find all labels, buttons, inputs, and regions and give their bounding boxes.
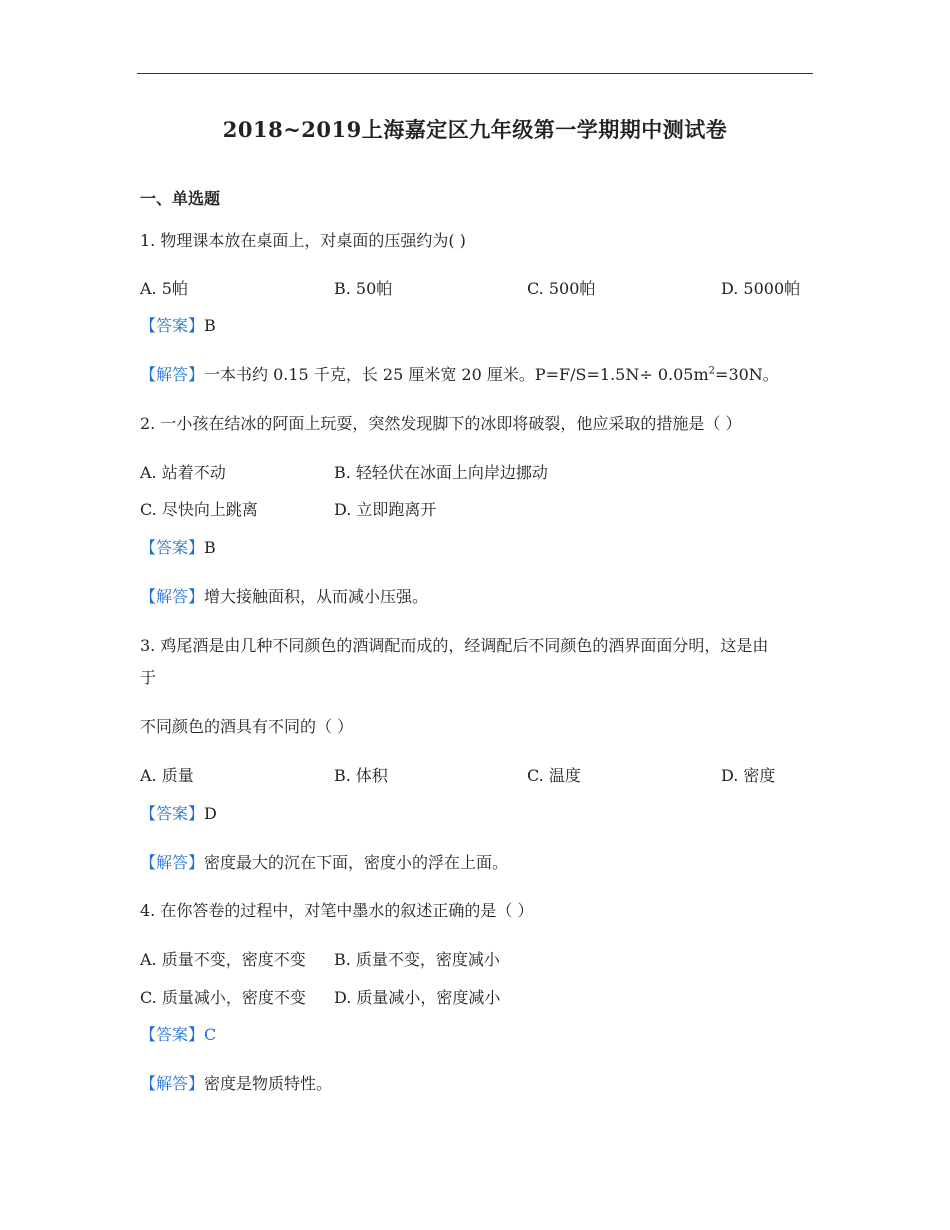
q3-explain-text: 密度最大的沉在下面，密度小的浮在上面。 xyxy=(204,853,509,872)
q1-explanation xyxy=(140,362,779,385)
q1-explain-text-end: =30N。 xyxy=(715,365,779,384)
q1-option-c: C. 500帕 xyxy=(527,279,596,298)
q3-option-c: C. 温度 xyxy=(527,766,581,785)
page-title: 2018~2019上海嘉定区九年级第一学期期中测试卷 xyxy=(222,117,728,142)
q3-explanation xyxy=(140,850,508,873)
q4-explanation xyxy=(140,1071,332,1094)
header-rule xyxy=(137,73,813,74)
question-4-stem: 4. 在你答卷的过程中，对笔中墨水的叙述正确的是（ ） xyxy=(140,901,534,920)
explain-tag: 【解答】 xyxy=(140,365,205,384)
answer-tag: 【答案】 xyxy=(140,804,205,823)
answer-tag: 【答案】 xyxy=(140,1025,205,1044)
q2-option-a: A. 站着不动 xyxy=(140,463,226,482)
q1-answer xyxy=(140,313,216,336)
q3-option-a: A. 质量 xyxy=(140,766,194,785)
q4-option-a: A. 质量不变，密度不变 xyxy=(140,950,306,969)
q4-explain-text: 密度是物质特性。 xyxy=(204,1074,333,1093)
question-3-stem-line-3: 不同颜色的酒具有不同的（ ） xyxy=(140,717,354,736)
q3-option-b: B. 体积 xyxy=(334,766,388,785)
q1-answer-value: B xyxy=(204,316,216,335)
q2-explain-text: 增大接触面积，从而减小压强。 xyxy=(204,587,429,606)
question-3-stem-line-2: 于 xyxy=(140,668,157,687)
q4-answer-value: C xyxy=(204,1025,217,1044)
q3-option-d: D. 密度 xyxy=(721,766,776,785)
q2-option-c: C. 尽快向上跳离 xyxy=(140,500,258,519)
q1-option-d: D. 5000帕 xyxy=(721,279,801,298)
q2-option-b: B. 轻轻伏在冰面上向岸边挪动 xyxy=(334,463,548,482)
question-1-stem: 1. 物理课本放在桌面上，对桌面的压强约为( ) xyxy=(140,231,466,250)
q4-option-c: C. 质量减小，密度不变 xyxy=(140,988,306,1007)
section-heading: 一、单选题 xyxy=(140,189,221,208)
answer-tag: 【答案】 xyxy=(140,538,205,557)
explain-tag: 【解答】 xyxy=(140,587,205,606)
q2-answer-value: B xyxy=(204,538,216,557)
q3-answer-value: D xyxy=(204,804,217,823)
q2-explanation xyxy=(140,584,428,607)
question-3-stem-line-1: 3. 鸡尾酒是由几种不同颜色的酒调配而成的，经调配后不同颜色的酒界面面分明，这是由 xyxy=(140,636,769,655)
q4-answer xyxy=(140,1022,216,1045)
q4-option-b: B. 质量不变，密度减小 xyxy=(334,950,500,969)
q1-option-a: A. 5帕 xyxy=(140,279,188,298)
answer-tag: 【答案】 xyxy=(140,316,205,335)
explain-tag: 【解答】 xyxy=(140,853,205,872)
q1-explain-superscript: 2 xyxy=(708,365,716,377)
q1-option-b: B. 50帕 xyxy=(334,279,393,298)
question-2-stem: 2. 一小孩在结冰的阿面上玩耍，突然发现脚下的冰即将破裂，他应采取的措施是（ ） xyxy=(140,414,742,433)
q1-explain-text: 一本书约 0.15 千克，长 25 厘米宽 20 厘米。P=F/S=1.5N÷ 0.05m xyxy=(204,365,709,384)
q3-answer xyxy=(140,801,217,824)
q4-option-d: D. 质量减小，密度减小 xyxy=(334,988,501,1007)
q2-option-d: D. 立即跑离开 xyxy=(334,500,437,519)
q2-answer xyxy=(140,535,216,558)
explain-tag: 【解答】 xyxy=(140,1074,205,1093)
